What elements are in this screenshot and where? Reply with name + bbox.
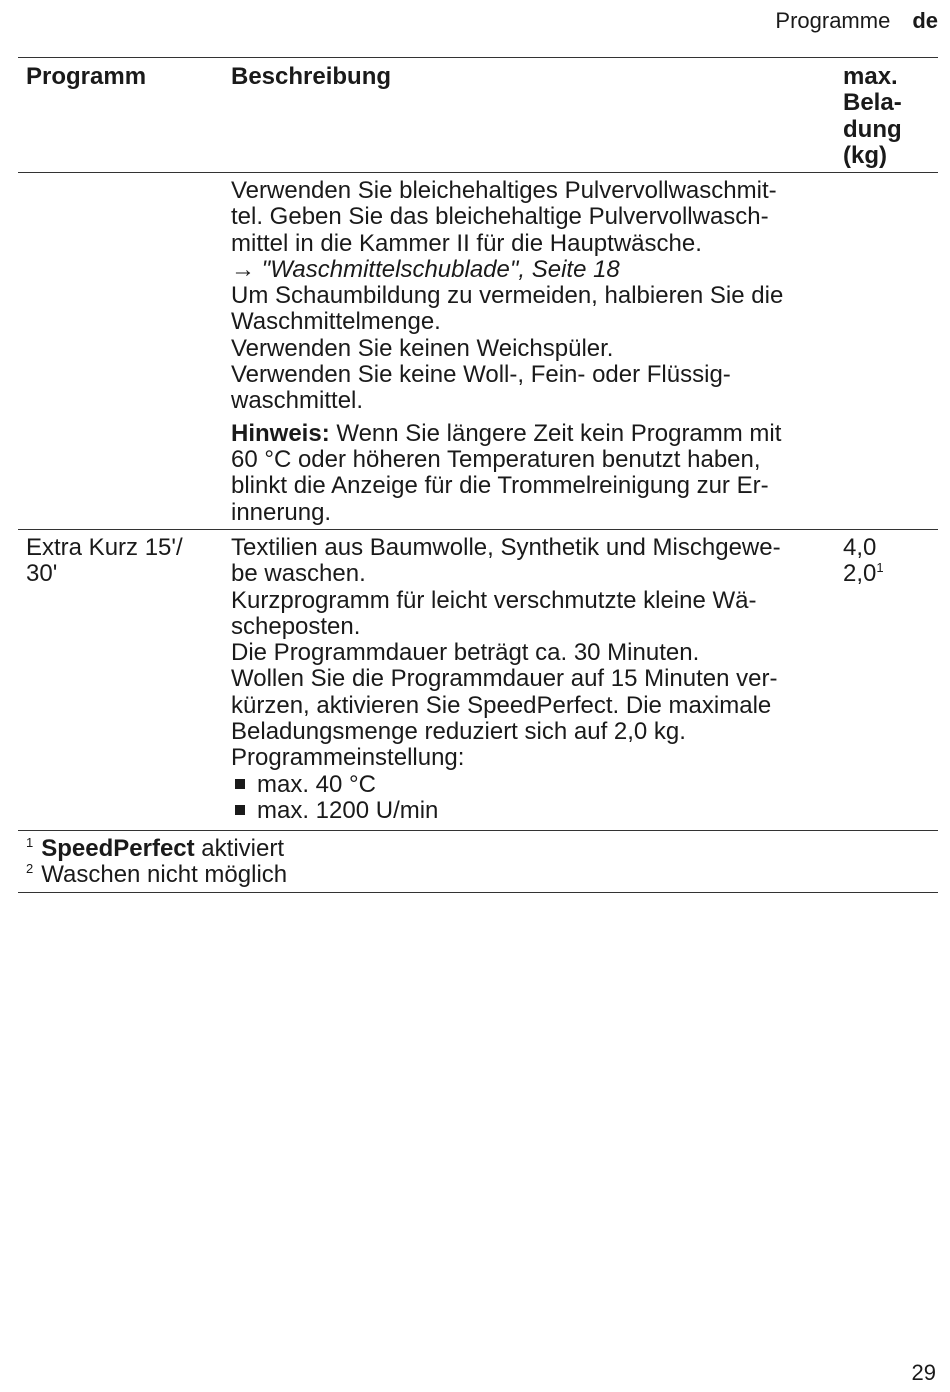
text-line: Verwenden Sie keine Woll-, Fein- oder Flüssig- <box>231 361 731 389</box>
table-bottom-rule <box>18 830 938 831</box>
header-max-load <box>843 64 902 169</box>
program-name <box>26 535 183 588</box>
text-line: Beladungsmenge reduziert sich auf 2,0 kg. <box>231 718 686 746</box>
text-line: blinkt die Anzeige für die Trommelreinigung zur Er- <box>231 472 769 500</box>
text-line: scheposten. <box>231 612 361 640</box>
footnote-mark: 1 <box>26 835 34 850</box>
text-line: Verwenden Sie bleichehaltiges Pulvervollwaschmit- <box>231 177 777 204</box>
text-line: kürzen, aktivieren Sie SpeedPerfect. Die maximale <box>231 691 772 719</box>
text-line: 60 °C oder höheren Temperaturen benutzt haben, <box>231 445 761 473</box>
footnote-bold: SpeedPerfect <box>41 835 195 862</box>
text-line: tel. Geben Sie das bleichehaltige Pulvervollwasch- <box>231 203 769 231</box>
footnote-text: Waschen nicht möglich <box>41 861 288 888</box>
bullet-text: max. 1200 U/min <box>257 796 439 824</box>
square-bullet-icon <box>235 805 245 815</box>
text-line: waschmittel. <box>231 387 364 415</box>
bullet-text: max. 40 °C <box>257 770 376 798</box>
text-line: be waschen. <box>231 560 366 588</box>
header-program: Programm <box>26 63 147 90</box>
header-bottom-rule <box>18 172 938 173</box>
text-line: Verwenden Sie keinen Weichspüler. <box>231 334 614 362</box>
text-line: mittel in die Kammer II für die Hauptwäsche. <box>231 229 702 257</box>
header-description: Beschreibung <box>231 63 392 90</box>
page-header <box>775 8 938 34</box>
section-title: Programme <box>775 8 891 33</box>
footnote-text: aktiviert <box>194 835 284 862</box>
bullet-item <box>231 772 781 798</box>
max-load-values <box>843 535 884 588</box>
page-number: 29 <box>911 1360 936 1385</box>
note-line <box>231 421 783 447</box>
text-line: Die Programmdauer beträgt ca. 30 Minuten. <box>231 639 700 667</box>
footnote-1 <box>26 836 284 862</box>
footnote-2 <box>26 862 287 888</box>
note-label: Hinweis: <box>231 419 330 447</box>
program-description <box>231 535 781 824</box>
header-max-load-line: Bela- <box>843 89 902 117</box>
table-top-rule <box>18 57 938 58</box>
continuation-description <box>231 178 783 526</box>
max-load-speedperfect: 2,0 <box>843 560 877 588</box>
header-max-load-line: (kg) <box>843 141 887 169</box>
row-separator <box>18 529 938 530</box>
text-line: innerung. <box>231 498 332 526</box>
footnote-bottom-rule <box>18 892 938 893</box>
bullet-item <box>231 798 781 824</box>
header-max-load-line: dung <box>843 115 902 143</box>
max-load-value: 4,0 <box>843 534 877 561</box>
footnote-ref: 1 <box>876 560 884 576</box>
text-line: Um Schaumbildung zu vermeiden, halbieren Sie die <box>231 282 784 310</box>
program-name-line: Extra Kurz 15'/ <box>26 534 183 561</box>
square-bullet-icon <box>235 779 245 789</box>
text-line: Wollen Sie die Programmdauer auf 15 Minuten ver- <box>231 665 778 693</box>
text-line: Kurzprogramm für leicht verschmutzte kleine Wä- <box>231 586 757 614</box>
header-max-load-line: max. <box>843 63 898 90</box>
note-text: Wenn Sie längere Zeit kein Programm mit <box>329 419 782 447</box>
text-line: Programmeinstellung: <box>231 744 465 772</box>
max-load-value <box>843 561 884 587</box>
text-line: Waschmittelmenge. <box>231 308 441 336</box>
text-line: Textilien aus Baumwolle, Synthetik und Mischgewe- <box>231 534 781 561</box>
footnote-mark: 2 <box>26 861 34 876</box>
language-code: de <box>912 8 938 33</box>
program-name-line: 30' <box>26 560 58 588</box>
cross-reference-link[interactable]: → "Waschmittelschublade", Seite 18 <box>231 255 620 283</box>
